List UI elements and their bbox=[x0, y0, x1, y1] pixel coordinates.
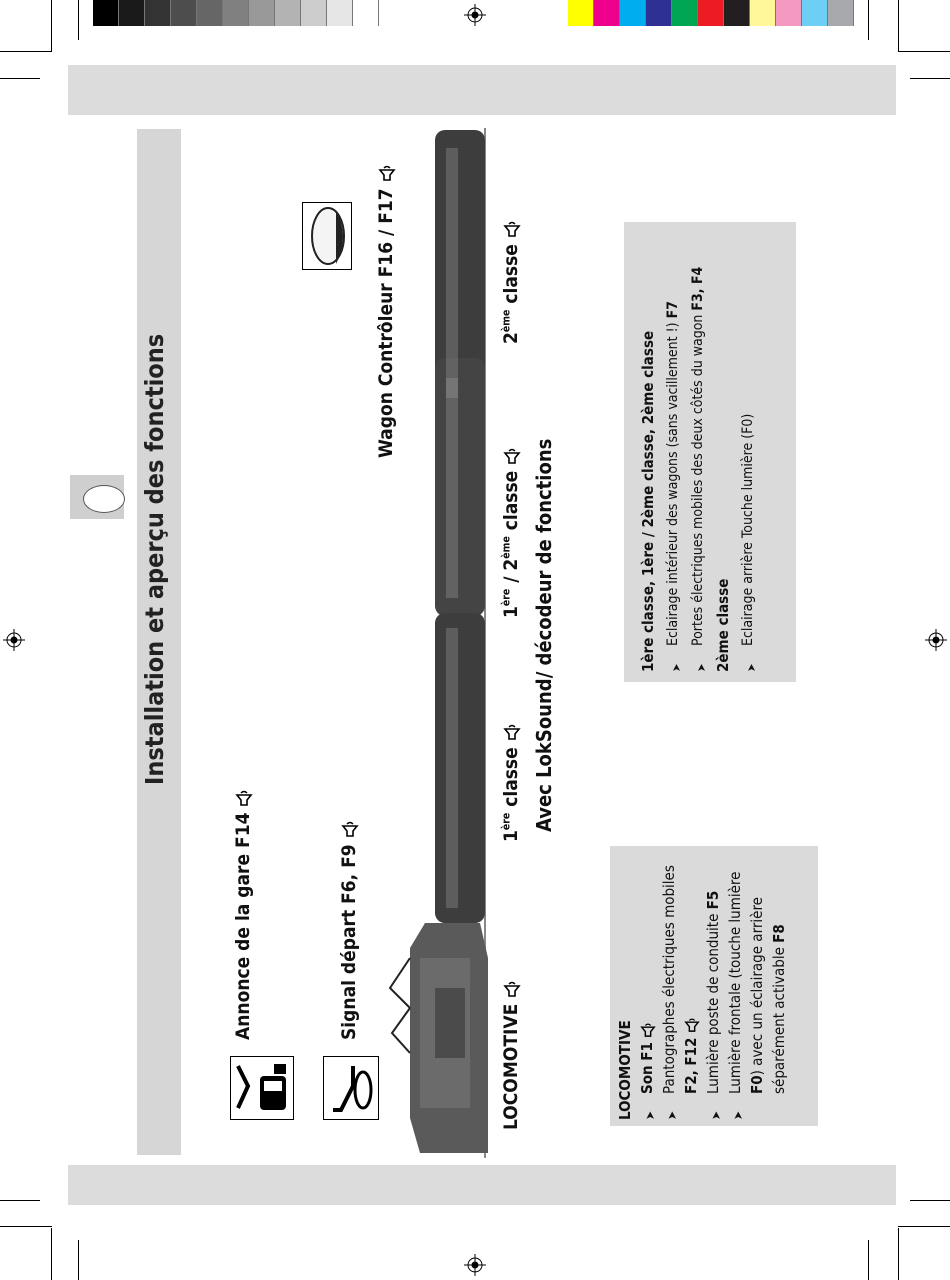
signal-horn-icon bbox=[323, 1056, 379, 1120]
wagon-box-subheading: 2ème classe bbox=[714, 578, 732, 672]
crop-mark bbox=[0, 1200, 40, 1201]
color-swatch bbox=[171, 0, 197, 26]
train-illustration bbox=[380, 128, 490, 1158]
crop-mark bbox=[898, 0, 899, 52]
crop-mark bbox=[898, 1226, 950, 1227]
color-swatch bbox=[620, 0, 646, 26]
wagon-item-eclairage-arriere: ➤ Eclairage arrière Touche lumière (F0) bbox=[736, 232, 761, 672]
color-swatch bbox=[223, 0, 249, 26]
crop-mark bbox=[868, 1240, 869, 1280]
crop-mark bbox=[78, 0, 79, 40]
color-swatch bbox=[776, 0, 802, 26]
crop-mark bbox=[0, 51, 52, 52]
color-swatch bbox=[568, 0, 594, 26]
speaker-icon bbox=[503, 978, 521, 998]
wagon-function-list bbox=[636, 232, 761, 672]
grey-swatch-bar bbox=[93, 0, 379, 26]
conductor-cap-icon bbox=[302, 202, 352, 270]
wagon-item-portes: ➤ Portes électriques mobiles des deux côtés du wagon F3, F4 bbox=[686, 232, 711, 672]
crop-mark bbox=[910, 78, 950, 79]
color-swatch bbox=[145, 0, 171, 26]
color-swatch bbox=[249, 0, 275, 26]
label-locomotive: LOCOMOTIVE bbox=[500, 978, 522, 1130]
crop-mark bbox=[898, 1228, 899, 1280]
loco-item-pantographes: ➤ Pantographes électriques mobiles F2, F12 bbox=[658, 852, 702, 1120]
label-signal-depart: Signal départ F6, F9 bbox=[338, 818, 360, 1040]
color-swatch bbox=[353, 0, 379, 26]
loco-item-son: ➤ Son F1 bbox=[636, 852, 658, 1120]
station-announcement-icon bbox=[230, 1056, 294, 1120]
speaker-icon bbox=[235, 787, 253, 807]
registration-mark-icon bbox=[3, 629, 25, 651]
crop-mark bbox=[898, 51, 950, 52]
loco-item-poste-conduite: ➤ Lumière poste de conduite F5 bbox=[702, 852, 724, 1120]
footer-band bbox=[68, 1165, 896, 1205]
crop-mark bbox=[0, 78, 40, 79]
color-swatch bbox=[197, 0, 223, 26]
speaker-icon bbox=[341, 818, 359, 838]
color-swatch bbox=[327, 0, 353, 26]
speaker-icon bbox=[640, 1020, 656, 1038]
color-swatch bbox=[828, 0, 854, 26]
color-swatch bbox=[802, 0, 828, 26]
color-swatch bbox=[672, 0, 698, 26]
wagon-item-eclairage: ➤ Eclairage intérieur des wagons (sans vacillement !) F7 bbox=[661, 232, 686, 672]
speaker-icon bbox=[503, 445, 521, 465]
color-swatch bbox=[594, 0, 620, 26]
wagon-box-heading: 1ère classe, 1ère / 2ème classe, 2ème classe bbox=[639, 330, 657, 672]
label-wagon-controleur: Wagon Contrôleur F16 / F17 bbox=[375, 162, 397, 458]
label-annonce-gare: Annonce de la gare F14 bbox=[232, 787, 254, 1040]
crop-mark bbox=[0, 1226, 52, 1227]
crop-mark bbox=[51, 1228, 52, 1280]
color-swatch bbox=[646, 0, 672, 26]
label-mixte-classe: 1ère / 2ème classe bbox=[500, 445, 522, 618]
speaker-icon bbox=[503, 218, 521, 238]
locomotive-function-list bbox=[614, 852, 790, 1120]
color-swatch bbox=[724, 0, 750, 26]
speaker-icon bbox=[684, 1015, 700, 1033]
crop-mark bbox=[910, 1200, 950, 1201]
loco-box-heading: LOCOMOTIVE bbox=[616, 1020, 634, 1120]
speaker-icon bbox=[503, 721, 521, 741]
crop-mark bbox=[868, 0, 869, 40]
registration-mark-icon bbox=[464, 1254, 486, 1276]
color-swatch bbox=[301, 0, 327, 26]
crop-mark bbox=[51, 0, 52, 52]
header-band bbox=[68, 65, 896, 115]
label-loksound: Avec LokSound/ décodeur de fonctions bbox=[532, 438, 556, 832]
label-premiere-classe: 1ère classe bbox=[500, 721, 522, 842]
color-swatch bbox=[750, 0, 776, 26]
color-swatch bbox=[698, 0, 724, 26]
language-tab-circle bbox=[83, 485, 125, 513]
color-swatch bbox=[119, 0, 145, 26]
crop-mark bbox=[78, 1240, 79, 1280]
color-swatch bbox=[275, 0, 301, 26]
color-swatch-bar bbox=[568, 0, 854, 26]
registration-mark-icon bbox=[464, 4, 486, 26]
page-title: Installation et aperçu des fonctions bbox=[140, 333, 169, 785]
loco-item-lumiere-frontale: ➤ Lumière frontale (touche lumière F0) avec un éclairage arrière séparément activable F8 bbox=[724, 852, 790, 1120]
label-deuxieme-classe: 2ème classe bbox=[500, 218, 522, 344]
color-swatch bbox=[93, 0, 119, 26]
registration-mark-icon bbox=[925, 629, 947, 651]
